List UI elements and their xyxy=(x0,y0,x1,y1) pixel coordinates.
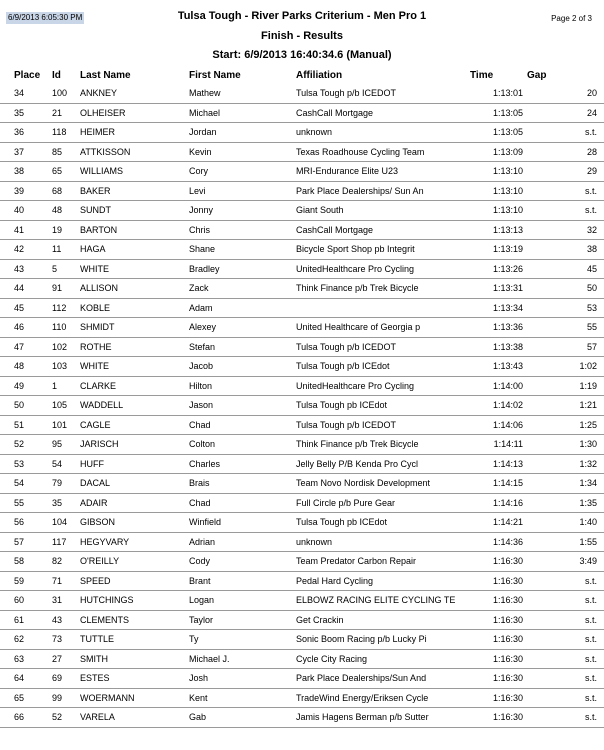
cell-last-name: ANKNEY xyxy=(80,88,118,98)
table-row xyxy=(0,318,604,338)
cell-affiliation: TradeWind Energy/Eriksen Cycle xyxy=(296,692,429,703)
cell-affiliation: Get Crackin xyxy=(296,614,344,625)
cell-place: 64 xyxy=(14,673,25,683)
cell-time: 1:13:38 xyxy=(492,341,523,352)
table-row xyxy=(0,552,604,572)
cell-place: 35 xyxy=(14,107,25,118)
cell-place: 57 xyxy=(14,536,25,547)
cell-gap: 1:40 xyxy=(579,517,597,527)
cell-first-name: Cody xyxy=(189,556,211,566)
cell-place: 66 xyxy=(14,712,25,722)
cell-id: 31 xyxy=(52,595,63,605)
cell-affiliation: Sonic Boom Racing p/b Lucky Pi xyxy=(296,634,427,644)
cell-affiliation: ELBOWZ RACING ELITE CYCLING TE xyxy=(296,595,456,605)
report-subtitle: Finish - Results xyxy=(261,30,343,42)
cell-first-name: Jordan xyxy=(189,127,217,137)
column-header-time: Time xyxy=(470,70,494,81)
cell-gap: 57 xyxy=(586,341,597,352)
cell-id: 103 xyxy=(52,361,68,371)
cell-gap: 55 xyxy=(586,322,597,332)
cell-id: 11 xyxy=(52,244,62,254)
cell-affiliation: Tulsa Tough p/b ICEdot xyxy=(296,361,390,371)
cell-affiliation: Think Finance p/b Trek Bicycle xyxy=(296,439,419,449)
table-row xyxy=(0,455,604,475)
cell-affiliation: Team Novo Nordisk Development xyxy=(296,478,431,488)
cell-gap: s.t. xyxy=(584,653,597,664)
cell-place: 38 xyxy=(14,166,25,176)
cell-last-name: BARTON xyxy=(80,224,118,235)
cell-time: 1:16:30 xyxy=(492,673,523,683)
cell-affiliation: Full Circle p/b Pure Gear xyxy=(296,497,396,508)
cell-place: 45 xyxy=(14,302,25,313)
cell-id: 105 xyxy=(52,400,68,410)
cell-place: 41 xyxy=(14,224,25,235)
cell-affiliation: Park Place Dealerships/Sun And xyxy=(296,673,427,683)
cell-last-name: WHITE xyxy=(80,361,109,371)
table-row xyxy=(0,182,604,202)
cell-gap: 1:21 xyxy=(579,400,597,410)
cell-time: 1:13:05 xyxy=(492,127,523,137)
cell-affiliation: Tulsa Tough pb ICEdot xyxy=(296,400,388,410)
cell-affiliation: Giant South xyxy=(296,205,344,215)
cell-id: 35 xyxy=(52,497,63,508)
cell-gap: 53 xyxy=(586,302,597,313)
cell-place: 39 xyxy=(14,185,25,196)
cell-id: 101 xyxy=(52,419,68,430)
cell-first-name: Josh xyxy=(189,673,209,683)
cell-first-name: Taylor xyxy=(189,614,214,625)
cell-gap: 1:25 xyxy=(579,419,597,430)
cell-affiliation: unknown xyxy=(296,127,333,137)
cell-affiliation: MRI-Endurance Elite U23 xyxy=(296,166,399,176)
cell-first-name: Bradley xyxy=(189,263,220,274)
cell-time: 1:13:36 xyxy=(492,322,523,332)
cell-time: 1:13:13 xyxy=(492,224,523,235)
cell-first-name: Brais xyxy=(189,478,210,488)
cell-gap: 1:19 xyxy=(579,380,597,391)
cell-id: 117 xyxy=(52,536,67,547)
cell-last-name: O'REILLY xyxy=(80,556,120,566)
cell-id: 104 xyxy=(52,517,68,527)
cell-id: 112 xyxy=(52,302,67,313)
cell-id: 52 xyxy=(52,712,63,722)
cell-place: 37 xyxy=(14,146,25,157)
cell-gap: 20 xyxy=(586,88,597,98)
cell-id: 21 xyxy=(52,107,63,118)
cell-gap: s.t. xyxy=(584,575,597,586)
cell-last-name: ESTES xyxy=(80,673,110,683)
cell-last-name: WILLIAMS xyxy=(80,166,124,176)
cell-first-name: Hilton xyxy=(189,380,213,391)
cell-last-name: HUTCHINGS xyxy=(80,595,134,605)
cell-place: 46 xyxy=(14,322,25,332)
table-row xyxy=(0,572,604,592)
cell-id: 73 xyxy=(52,634,63,644)
cell-time: 1:16:30 xyxy=(492,595,523,605)
cell-time: 1:13:10 xyxy=(492,185,523,196)
cell-time: 1:16:30 xyxy=(492,575,523,586)
cell-gap: 50 xyxy=(586,283,597,293)
cell-affiliation: United Healthcare of Georgia p xyxy=(296,322,421,332)
cell-affiliation: Tulsa Tough p/b ICEDOT xyxy=(296,341,397,352)
cell-place: 49 xyxy=(14,380,25,391)
cell-last-name: TUTTLE xyxy=(80,634,115,644)
table-header xyxy=(0,68,604,84)
cell-last-name: CLARKE xyxy=(80,380,117,391)
cell-first-name: Chad xyxy=(189,419,211,430)
cell-id: 43 xyxy=(52,614,63,625)
cell-time: 1:13:01 xyxy=(492,88,523,98)
cell-first-name: Cory xyxy=(189,166,209,176)
cell-first-name: Jonny xyxy=(189,205,214,215)
cell-place: 59 xyxy=(14,575,25,586)
cell-last-name: KOBLE xyxy=(80,302,111,313)
cell-time: 1:13:43 xyxy=(492,361,523,371)
cell-affiliation: Tulsa Tough p/b ICEDOT xyxy=(296,419,397,430)
table-row xyxy=(0,84,604,104)
cell-first-name: Logan xyxy=(189,595,215,605)
cell-time: 1:13:31 xyxy=(492,283,523,293)
cell-id: 102 xyxy=(52,341,68,352)
cell-affiliation: Bicycle Sport Shop pb Integrit xyxy=(296,244,415,254)
table-row xyxy=(0,104,604,124)
cell-id: 27 xyxy=(52,653,63,664)
cell-gap: 1:55 xyxy=(579,536,597,547)
table-row xyxy=(0,533,604,553)
table-row xyxy=(0,357,604,377)
cell-first-name: Jason xyxy=(189,400,214,410)
cell-first-name: Shane xyxy=(189,244,216,254)
cell-last-name: SHMIDT xyxy=(80,322,115,332)
cell-place: 58 xyxy=(14,556,25,566)
column-header-id: Id xyxy=(52,70,61,81)
cell-last-name: ALLISON xyxy=(80,283,119,293)
results-table xyxy=(0,84,604,728)
cell-first-name: Charles xyxy=(189,458,221,469)
cell-gap: s.t. xyxy=(584,595,597,605)
cell-id: 82 xyxy=(52,556,63,566)
cell-time: 1:13:05 xyxy=(492,107,523,118)
table-row xyxy=(0,338,604,358)
cell-affiliation: Jelly Belly P/B Kenda Pro Cycl xyxy=(296,458,419,469)
cell-first-name: Levi xyxy=(189,185,206,196)
cell-affiliation: Pedal Hard Cycling xyxy=(296,575,374,586)
cell-gap: 1:35 xyxy=(579,497,597,508)
cell-id: 54 xyxy=(52,458,63,469)
cell-last-name: OLHEISER xyxy=(80,107,126,118)
table-row xyxy=(0,474,604,494)
cell-affiliation: Texas Roadhouse Cycling Team xyxy=(296,146,425,157)
cell-time: 1:16:30 xyxy=(492,634,523,644)
cell-affiliation: Tulsa Tough p/b ICEDOT xyxy=(296,88,397,98)
cell-gap: s.t. xyxy=(584,127,597,137)
cell-place: 56 xyxy=(14,517,25,527)
cell-id: 71 xyxy=(52,575,63,586)
cell-place: 63 xyxy=(14,653,25,664)
cell-last-name: SMITH xyxy=(80,653,108,664)
cell-time: 1:16:30 xyxy=(492,692,523,703)
cell-time: 1:16:30 xyxy=(492,614,523,625)
cell-first-name: Mathew xyxy=(189,88,221,98)
report-timestamp: 6/9/2013 6:05:30 PM xyxy=(8,13,83,22)
cell-last-name: HEGYVARY xyxy=(80,536,130,547)
cell-place: 42 xyxy=(14,244,25,254)
table-row xyxy=(0,630,604,650)
cell-gap: 1:02 xyxy=(579,361,597,371)
cell-gap: s.t. xyxy=(584,205,597,215)
cell-affiliation: Cycle City Racing xyxy=(296,653,368,664)
cell-gap: 1:34 xyxy=(579,478,597,488)
cell-id: 69 xyxy=(52,673,63,683)
report-title: Tulsa Tough - River Parks Criterium - Men Pro 1 xyxy=(177,10,427,22)
cell-place: 36 xyxy=(14,127,25,137)
table-row xyxy=(0,299,604,319)
table-row xyxy=(0,162,604,182)
table-row xyxy=(0,396,604,416)
page-number: Page 2 of 3 xyxy=(551,14,592,23)
cell-first-name: Colton xyxy=(189,439,216,449)
cell-affiliation: UnitedHealthcare Pro Cycling xyxy=(296,263,415,274)
cell-gap: 32 xyxy=(586,224,597,235)
cell-time: 1:14:11 xyxy=(493,439,523,449)
cell-last-name: WADDELL xyxy=(80,400,124,410)
table-row xyxy=(0,650,604,670)
cell-id: 79 xyxy=(52,478,63,488)
cell-first-name: Alexey xyxy=(189,322,217,332)
cell-time: 1:13:10 xyxy=(492,166,523,176)
cell-first-name: Zack xyxy=(189,283,209,293)
cell-first-name: Jacob xyxy=(189,361,214,371)
cell-last-name: HEIMER xyxy=(80,127,116,137)
cell-time: 1:14:00 xyxy=(492,380,523,391)
cell-id: 95 xyxy=(52,439,63,449)
cell-first-name: Chad xyxy=(189,497,211,508)
table-row xyxy=(0,669,604,689)
cell-gap: 24 xyxy=(586,107,597,118)
cell-id: 68 xyxy=(52,185,63,196)
cell-id: 65 xyxy=(52,166,63,176)
table-row xyxy=(0,416,604,436)
table-row xyxy=(0,708,604,728)
cell-place: 51 xyxy=(14,419,25,430)
cell-id: 48 xyxy=(52,205,63,215)
cell-place: 60 xyxy=(14,595,25,605)
cell-first-name: Kevin xyxy=(189,146,212,157)
cell-gap: 28 xyxy=(586,146,597,157)
cell-time: 1:14:36 xyxy=(492,536,523,547)
cell-affiliation: unknown xyxy=(296,536,333,547)
cell-last-name: ADAIR xyxy=(80,497,108,508)
cell-time: 1:13:26 xyxy=(492,263,523,274)
table-row xyxy=(0,494,604,514)
cell-last-name: VARELA xyxy=(80,712,115,722)
cell-place: 48 xyxy=(14,361,25,371)
cell-first-name: Michael J. xyxy=(189,653,230,664)
cell-gap: s.t. xyxy=(584,712,597,722)
cell-time: 1:14:13 xyxy=(492,458,523,469)
column-header-place: Place xyxy=(14,70,41,81)
cell-first-name: Winfield xyxy=(189,517,222,527)
cell-first-name: Brant xyxy=(189,575,211,586)
cell-place: 53 xyxy=(14,458,25,469)
cell-gap: s.t. xyxy=(584,692,597,703)
cell-place: 47 xyxy=(14,341,25,352)
column-header-first-name: First Name xyxy=(189,70,241,81)
cell-id: 5 xyxy=(52,263,58,274)
column-header-last-name: Last Name xyxy=(80,70,131,81)
cell-affiliation: Jamis Hagens Berman p/b Sutter xyxy=(296,712,429,722)
cell-first-name: Kent xyxy=(189,692,208,703)
cell-gap: s.t. xyxy=(584,185,597,196)
table-row xyxy=(0,240,604,260)
table-row xyxy=(0,260,604,280)
cell-place: 43 xyxy=(14,263,25,274)
cell-last-name: GIBSON xyxy=(80,517,116,527)
cell-place: 34 xyxy=(14,88,25,98)
table-row xyxy=(0,435,604,455)
cell-last-name: DACAL xyxy=(80,478,111,488)
cell-place: 55 xyxy=(14,497,25,508)
cell-last-name: HAGA xyxy=(80,244,106,254)
cell-id: 91 xyxy=(52,283,63,293)
cell-first-name: Adam xyxy=(189,302,213,313)
cell-time: 1:14:16 xyxy=(492,497,523,508)
table-row xyxy=(0,279,604,299)
cell-last-name: HUFF xyxy=(80,458,104,469)
cell-affiliation: Team Predator Carbon Repair xyxy=(296,556,417,566)
cell-id: 1 xyxy=(52,380,58,391)
cell-last-name: JARISCH xyxy=(80,439,119,449)
cell-last-name: SUNDT xyxy=(80,205,111,215)
cell-affiliation: CashCall Mortgage xyxy=(296,224,374,235)
start-time: Start: 6/9/2013 16:40:34.6 (Manual) xyxy=(212,49,392,61)
table-row xyxy=(0,377,604,397)
cell-place: 54 xyxy=(14,478,25,488)
cell-gap: 38 xyxy=(586,244,597,254)
cell-id: 100 xyxy=(52,88,68,98)
cell-time: 1:14:02 xyxy=(492,400,523,410)
cell-place: 40 xyxy=(14,205,25,215)
table-row xyxy=(0,611,604,631)
cell-id: 19 xyxy=(52,224,63,235)
cell-last-name: WHITE xyxy=(80,263,109,274)
cell-last-name: CLEMENTS xyxy=(80,614,130,625)
cell-affiliation: UnitedHealthcare Pro Cycling xyxy=(296,380,415,391)
cell-id: 99 xyxy=(52,692,63,703)
cell-last-name: BAKER xyxy=(80,185,111,196)
cell-last-name: ATTKISSON xyxy=(80,146,131,157)
cell-place: 61 xyxy=(14,614,25,625)
cell-place: 62 xyxy=(14,634,25,644)
table-row xyxy=(0,143,604,163)
cell-last-name: WOERMANN xyxy=(80,692,135,703)
table-row xyxy=(0,123,604,143)
cell-id: 118 xyxy=(52,127,67,137)
table-row xyxy=(0,201,604,221)
cell-time: 1:13:34 xyxy=(492,302,523,313)
cell-affiliation: Park Place Dealerships/ Sun An xyxy=(296,185,424,196)
cell-gap: 45 xyxy=(586,263,597,274)
cell-gap: 1:30 xyxy=(579,439,597,449)
cell-gap: s.t. xyxy=(584,634,597,644)
cell-place: 50 xyxy=(14,400,25,410)
cell-affiliation: CashCall Mortgage xyxy=(296,107,374,118)
cell-first-name: Ty xyxy=(189,634,199,644)
cell-time: 1:14:21 xyxy=(492,517,523,527)
column-header-affiliation: Affiliation xyxy=(296,70,343,81)
cell-gap: s.t. xyxy=(584,614,597,625)
table-row xyxy=(0,221,604,241)
cell-gap: 3:49 xyxy=(579,556,597,566)
cell-affiliation: Tulsa Tough pb ICEdot xyxy=(296,517,388,527)
cell-time: 1:13:19 xyxy=(492,244,523,254)
table-row xyxy=(0,689,604,709)
cell-gap: s.t. xyxy=(584,673,597,683)
cell-id: 85 xyxy=(52,146,63,157)
cell-time: 1:14:06 xyxy=(492,419,523,430)
cell-last-name: ROTHE xyxy=(80,341,112,352)
column-header-gap: Gap xyxy=(527,70,547,81)
cell-place: 52 xyxy=(14,439,25,449)
table-row xyxy=(0,513,604,533)
cell-first-name: Stefan xyxy=(189,341,216,352)
cell-gap: 29 xyxy=(586,166,597,176)
cell-time: 1:16:30 xyxy=(492,556,523,566)
cell-last-name: CAGLE xyxy=(80,419,111,430)
cell-time: 1:14:15 xyxy=(492,478,523,488)
cell-gap: 1:32 xyxy=(579,458,597,469)
cell-place: 44 xyxy=(14,283,25,293)
cell-time: 1:16:30 xyxy=(492,653,523,664)
cell-place: 65 xyxy=(14,692,25,703)
cell-time: 1:13:10 xyxy=(492,205,523,215)
cell-first-name: Adrian xyxy=(189,536,216,547)
cell-affiliation: Think Finance p/b Trek Bicycle xyxy=(296,283,419,293)
cell-time: 1:16:30 xyxy=(492,712,523,722)
cell-id: 110 xyxy=(52,322,67,332)
cell-time: 1:13:09 xyxy=(492,146,523,157)
cell-first-name: Chris xyxy=(189,224,211,235)
table-row xyxy=(0,591,604,611)
cell-last-name: SPEED xyxy=(80,575,111,586)
cell-first-name: Michael xyxy=(189,107,221,118)
cell-first-name: Gab xyxy=(189,712,207,722)
